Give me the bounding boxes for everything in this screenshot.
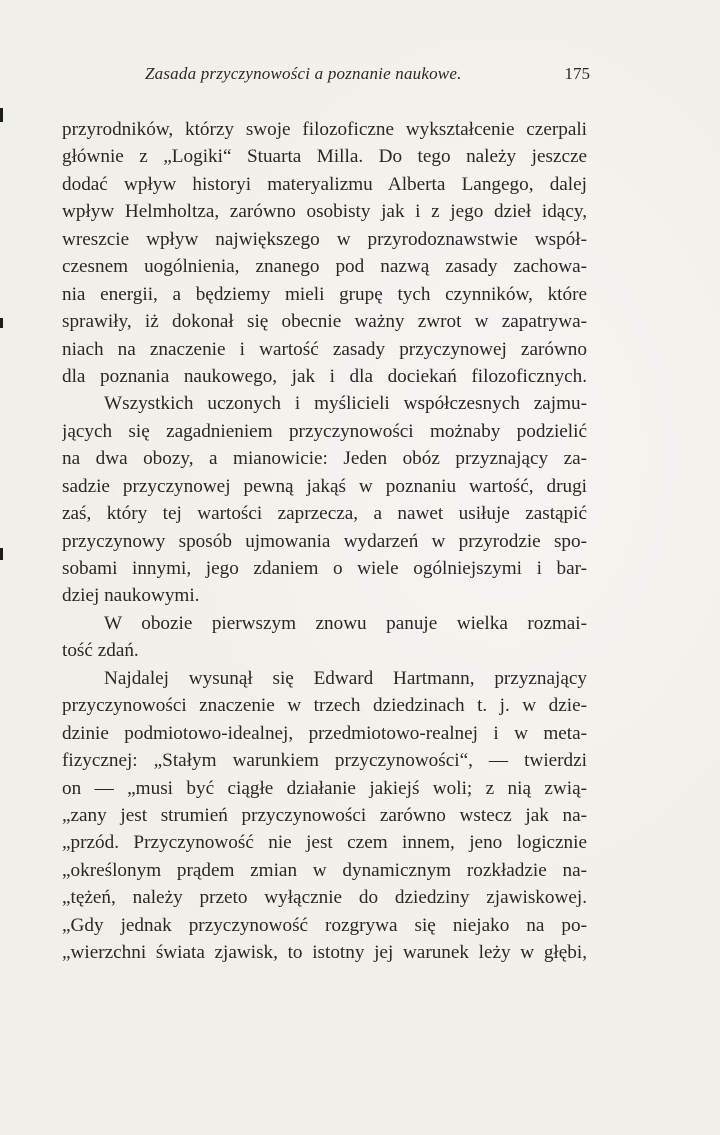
text-line: zaś, który tej wartości zaprzecza, a nawet usiłuje zastąpić [62, 503, 587, 525]
text-line: sobami innymi, jego zdaniem o wiele ogólniejszymi i bar- [62, 558, 587, 579]
text-line: Wszystkich uczonych i myślicieli współczesnych zajmu- [104, 393, 587, 415]
text-line: wpływ Helmholtza, zarówno osobisty jak i z jego dzieł idący, [62, 201, 587, 223]
left-edge-mark [0, 108, 3, 122]
text-line: „Gdy jednak przyczynowość rozgrywa się niejako na po- [62, 914, 587, 936]
text-line: przyczynowy sposób ujmowania wydarzeń w przyrodzie spo- [62, 530, 587, 552]
text-line: dziej naukowymi. [62, 585, 200, 607]
text-line: „określonym prądem zmian w dynamicznym rozkładzie na- [62, 859, 587, 881]
text-line: on — „musi być ciągłe działanie jakiejś woli; z nią zwią- [62, 777, 587, 799]
text-line: sprawiły, iż dokonał się obecnie ważny zwrot w zapatrywa- [62, 311, 587, 333]
text-line: „przód. Przyczynowość nie jest czem innem, jeno logicznie [62, 832, 587, 854]
text-line: „tężeń, należy przeto wyłącznie do dziedziny zjawiskowej. [62, 887, 587, 909]
page-number: 175 [564, 64, 590, 83]
left-edge-mark [0, 548, 3, 560]
text-line: głównie z „Logiki“ Stuarta Milla. Do tego należy jeszcze [62, 146, 587, 168]
text-line: dla poznania naukowego, jak i dla dociekań filozoficznych. [62, 365, 587, 387]
text-line: nia energii, a będziemy mieli grupę tych czynników, które [62, 283, 587, 305]
text-line: przyrodników, którzy swoje filozoficzne wykształcenie czerpali [62, 119, 587, 140]
text-line: wreszcie wpływ największego w przyrodoznawstwie współ- [62, 228, 587, 250]
text-line: W obozie pierwszym znowu panuje wielka rozmai- [104, 612, 587, 634]
text-line: na dwa obozy, a mianowicie: Jeden obóz przyznający za- [62, 448, 587, 470]
text-line: jących się zagadnieniem przyczynowości możnaby podzielić [62, 420, 587, 442]
body-text [62, 116, 587, 967]
page-header [145, 64, 590, 92]
text-line: dzinie podmiotowo-idealnej, przedmiotowo-realnej i w meta- [62, 722, 587, 744]
left-edge-mark [0, 318, 3, 328]
running-title: Zasada przyczynowości a poznanie naukowe. [145, 64, 462, 83]
text-line: sadzie przyczynowej pewną jakąś w poznaniu wartość, drugi [62, 475, 587, 497]
text-line: niach na znaczenie i wartość zasady przyczynowej zarówno [62, 338, 587, 360]
text-line: „wierzchni świata zjawisk, to istotny jej warunek leży w głębi, [62, 942, 587, 964]
text-line: Najdalej wysunął się Edward Hartmann, przyznający [104, 667, 587, 689]
text-line: czesnem uogólnienia, znanego pod nazwą zasady zachowa- [62, 256, 587, 278]
text-line: dodać wpływ historyi materyalizmu Alberta Langego, dalej [62, 173, 587, 195]
text-line: tość zdań. [62, 640, 139, 662]
text-line: fizycznej: „Stałym warunkiem przyczynowości“, — twierdzi [62, 750, 587, 772]
text-line: przyczynowości znaczenie w trzech dziedzinach t. j. w dzie- [62, 695, 587, 717]
text-line: „zany jest strumień przyczynowości zarówno wstecz jak na- [62, 804, 587, 826]
